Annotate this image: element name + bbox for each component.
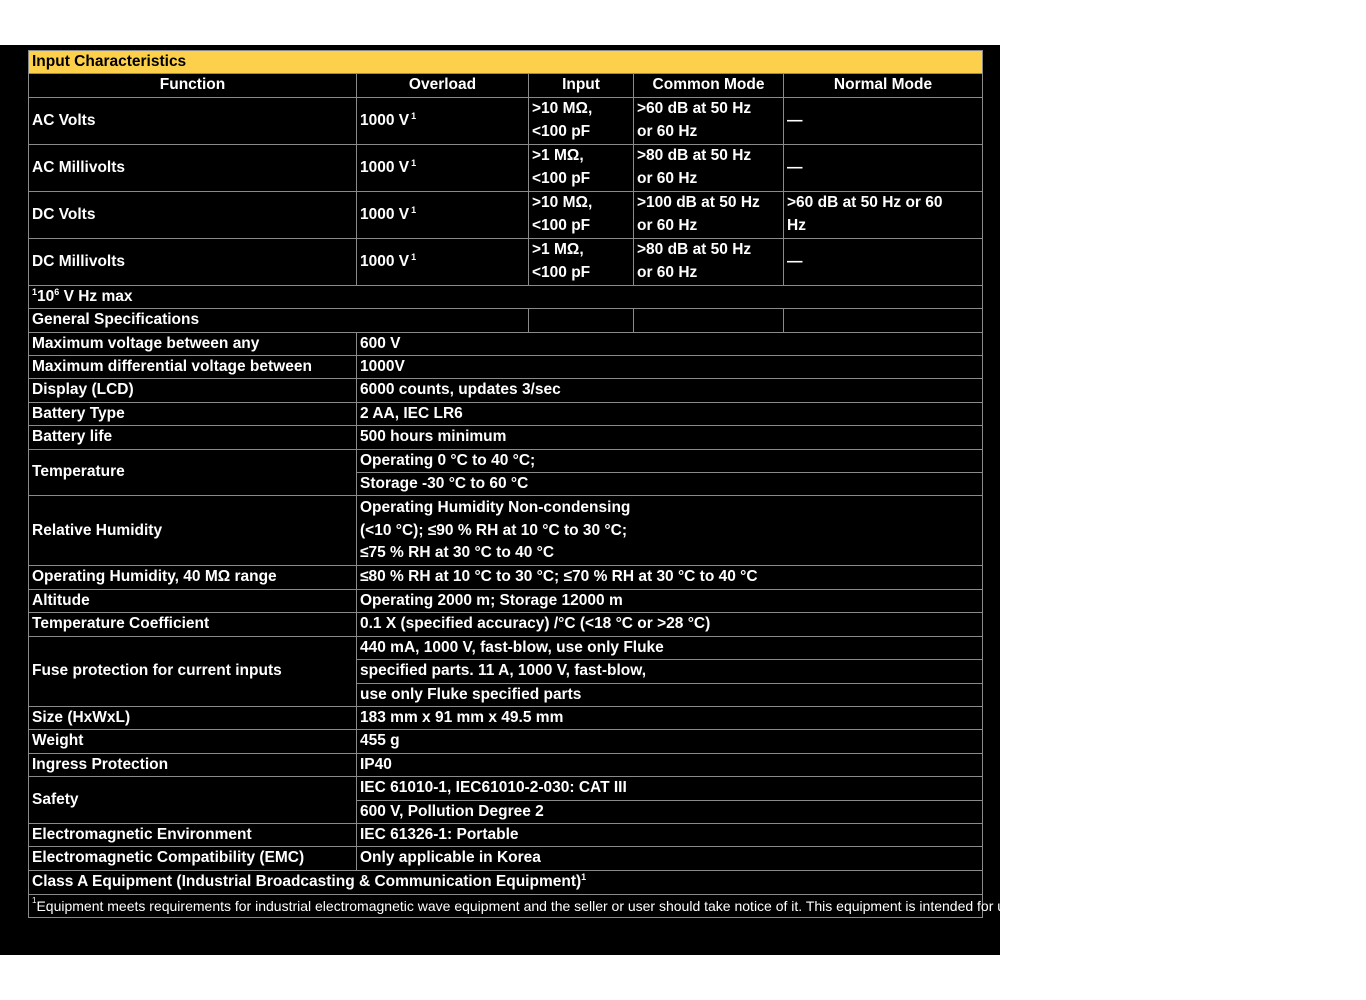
- input-line: >10 MΩ,: [532, 100, 593, 118]
- input-footnote: [29, 285, 983, 308]
- spec-value: 455 g: [357, 730, 983, 753]
- table-row: [29, 144, 983, 191]
- table-row: [29, 847, 983, 870]
- table-row: [29, 449, 983, 472]
- spec-value: 600 V, Pollution Degree 2: [357, 800, 983, 823]
- header-normal-mode: Normal Mode: [784, 74, 983, 97]
- normal-mode-cell: —: [784, 97, 983, 144]
- overload-value: 1000 V: [360, 111, 410, 129]
- spec-label: Fuse protection for current inputs: [29, 636, 357, 706]
- table-row: [29, 589, 983, 612]
- normal-mode-line: Hz: [787, 216, 806, 234]
- footnote-text: V Hz max: [59, 287, 133, 305]
- input-line: <100 pF: [532, 216, 591, 234]
- spec-label: Safety: [29, 777, 357, 824]
- normal-mode-cell: —: [784, 144, 983, 191]
- table-row: [29, 238, 983, 285]
- class-a-note-text: Equipment meets requirements for industrial electromagnetic wave equipment and the seller or user should take notice of it. This equipment is intended for use in business environments and not to be used in homes.: [36, 897, 1366, 914]
- spec-label: Battery life: [29, 426, 357, 449]
- table-row: [29, 566, 983, 589]
- spec-value: Operating 2000 m; Storage 12000 m: [357, 589, 983, 612]
- spec-value: ≤80 % RH at 10 °C to 30 °C; ≤70 % RH at 30 °C to 40 °C: [357, 566, 983, 589]
- spec-value: Operating 0 °C to 40 °C;: [357, 449, 983, 472]
- spec-value: 0.1 X (specified accuracy) /°C (<18 °C or >28 °C): [357, 613, 983, 636]
- spec-label: Size (HxWxL): [29, 706, 357, 729]
- normal-mode-cell: —: [784, 238, 983, 285]
- header-function: Function: [29, 74, 357, 97]
- specifications-table: [28, 50, 1366, 918]
- spec-value: specified parts. 11 A, 1000 V, fast-blow,: [357, 660, 983, 683]
- spec-value: 1000V: [357, 356, 983, 379]
- input-header-row: [29, 74, 983, 97]
- table-row: [29, 753, 983, 776]
- spec-value-line: Operating Humidity Non-condensing: [360, 499, 631, 517]
- spec-label: Ingress Protection: [29, 753, 357, 776]
- input-footnote-row: [29, 285, 983, 308]
- overload-cell: [357, 238, 529, 285]
- input-line: <100 pF: [532, 122, 591, 140]
- class-a-equipment: [29, 870, 983, 894]
- footnote-marker: 1: [32, 286, 38, 297]
- common-mode-line: or 60 Hz: [637, 216, 698, 234]
- table-row: [29, 379, 983, 402]
- footnote-marker: 1: [411, 110, 417, 121]
- table-row: [29, 426, 983, 449]
- footnote-exponent: 6: [54, 286, 60, 297]
- function-cell: DC Volts: [29, 191, 357, 238]
- table-row: [29, 777, 983, 800]
- spec-label: Battery Type: [29, 402, 357, 425]
- spec-label: Temperature: [29, 449, 357, 496]
- table-row: [29, 191, 983, 238]
- spec-value-line: (<10 °C); ≤90 % RH at 10 °C to 30 °C;: [360, 521, 627, 539]
- normal-mode-cell: [784, 191, 983, 238]
- spec-value: 440 mA, 1000 V, fast-blow, use only Fluke: [357, 636, 983, 659]
- overload-cell: [357, 97, 529, 144]
- common-mode-line: or 60 Hz: [637, 122, 698, 140]
- spec-value: IEC 61326-1: Portable: [357, 823, 983, 846]
- spec-value: 6000 counts, updates 3/sec: [357, 379, 983, 402]
- general-specifications-title-row: [29, 309, 983, 332]
- table-row: [29, 402, 983, 425]
- common-mode-cell: [634, 191, 784, 238]
- footnote-base: 10: [37, 287, 55, 305]
- common-mode-cell: [634, 238, 784, 285]
- input-line: >1 MΩ,: [532, 241, 584, 259]
- spec-value-line: ≤75 % RH at 30 °C to 40 °C: [360, 544, 555, 562]
- overload-cell: [357, 144, 529, 191]
- empty-cell: [634, 309, 784, 332]
- spec-value: IP40: [357, 753, 983, 776]
- input-cell: [529, 144, 634, 191]
- spec-value: Only applicable in Korea: [357, 847, 983, 870]
- input-line: <100 pF: [532, 263, 591, 281]
- spec-label: Temperature Coefficient: [29, 613, 357, 636]
- input-characteristics-title: Input Characteristics: [29, 51, 983, 74]
- spec-label: Electromagnetic Compatibility (EMC): [29, 847, 357, 870]
- spec-value: use only Fluke specified parts: [357, 683, 983, 706]
- table-row: [29, 894, 983, 917]
- common-mode-line: >80 dB at 50 Hz: [637, 147, 752, 165]
- input-cell: [529, 97, 634, 144]
- table-row: [29, 356, 983, 379]
- spec-label: Display (LCD): [29, 379, 357, 402]
- table-row: [29, 332, 983, 355]
- general-specifications-title: General Specifications: [29, 309, 529, 332]
- overload-value: 1000 V: [360, 252, 410, 270]
- table-row: [29, 706, 983, 729]
- footnote-marker: 1: [411, 204, 417, 215]
- spec-value: 2 AA, IEC LR6: [357, 402, 983, 425]
- spec-value: Storage -30 °C to 60 °C: [357, 473, 983, 496]
- header-input: Input: [529, 74, 634, 97]
- function-cell: AC Millivolts: [29, 144, 357, 191]
- table-row: [29, 636, 983, 659]
- spec-label: Altitude: [29, 589, 357, 612]
- footnote-marker: 1: [411, 251, 417, 262]
- footnote-marker: 1: [411, 157, 417, 168]
- common-mode-line: >80 dB at 50 Hz: [637, 241, 752, 259]
- common-mode-line: or 60 Hz: [637, 263, 698, 281]
- table-row: [29, 613, 983, 636]
- footnote-marker: 1: [32, 895, 37, 905]
- common-mode-cell: [634, 97, 784, 144]
- header-common-mode: Common Mode: [634, 74, 784, 97]
- common-mode-line: >100 dB at 50 Hz: [637, 194, 760, 212]
- overload-value: 1000 V: [360, 205, 410, 223]
- function-cell: AC Volts: [29, 97, 357, 144]
- footnote-marker: 1: [581, 872, 587, 883]
- input-characteristics-title-row: [29, 51, 983, 74]
- common-mode-line: or 60 Hz: [637, 169, 698, 187]
- empty-cell: [784, 309, 983, 332]
- input-line: >1 MΩ,: [532, 147, 584, 165]
- table-row: [29, 496, 983, 566]
- spec-value: 600 V: [357, 332, 983, 355]
- table-row: [29, 823, 983, 846]
- input-line: >10 MΩ,: [532, 194, 593, 212]
- spec-label: Operating Humidity, 40 MΩ range: [29, 566, 357, 589]
- spec-value: IEC 61010-1, IEC61010-2-030: CAT III: [357, 777, 983, 800]
- spec-label: Weight: [29, 730, 357, 753]
- table-row: [29, 870, 983, 894]
- table-row: [29, 97, 983, 144]
- class-a-note: [29, 894, 1366, 917]
- common-mode-cell: [634, 144, 784, 191]
- overload-value: 1000 V: [360, 158, 410, 176]
- function-cell: DC Millivolts: [29, 238, 357, 285]
- spec-label: Maximum differential voltage between: [29, 356, 357, 379]
- spec-value: 183 mm x 91 mm x 49.5 mm: [357, 706, 983, 729]
- overload-cell: [357, 191, 529, 238]
- common-mode-line: >60 dB at 50 Hz: [637, 100, 752, 118]
- input-cell: [529, 238, 634, 285]
- spec-label: Electromagnetic Environment: [29, 823, 357, 846]
- input-cell: [529, 191, 634, 238]
- spec-label: Maximum voltage between any: [29, 332, 357, 355]
- spec-value: 500 hours minimum: [357, 426, 983, 449]
- spec-label: Relative Humidity: [29, 496, 357, 566]
- table-row: [29, 730, 983, 753]
- empty-cell: [529, 309, 634, 332]
- class-a-label: Class A Equipment (Industrial Broadcasting & Communication Equipment): [32, 873, 582, 891]
- header-overload: Overload: [357, 74, 529, 97]
- input-line: <100 pF: [532, 169, 591, 187]
- normal-mode-line: >60 dB at 50 Hz or 60: [787, 194, 943, 212]
- spec-value: [357, 496, 983, 566]
